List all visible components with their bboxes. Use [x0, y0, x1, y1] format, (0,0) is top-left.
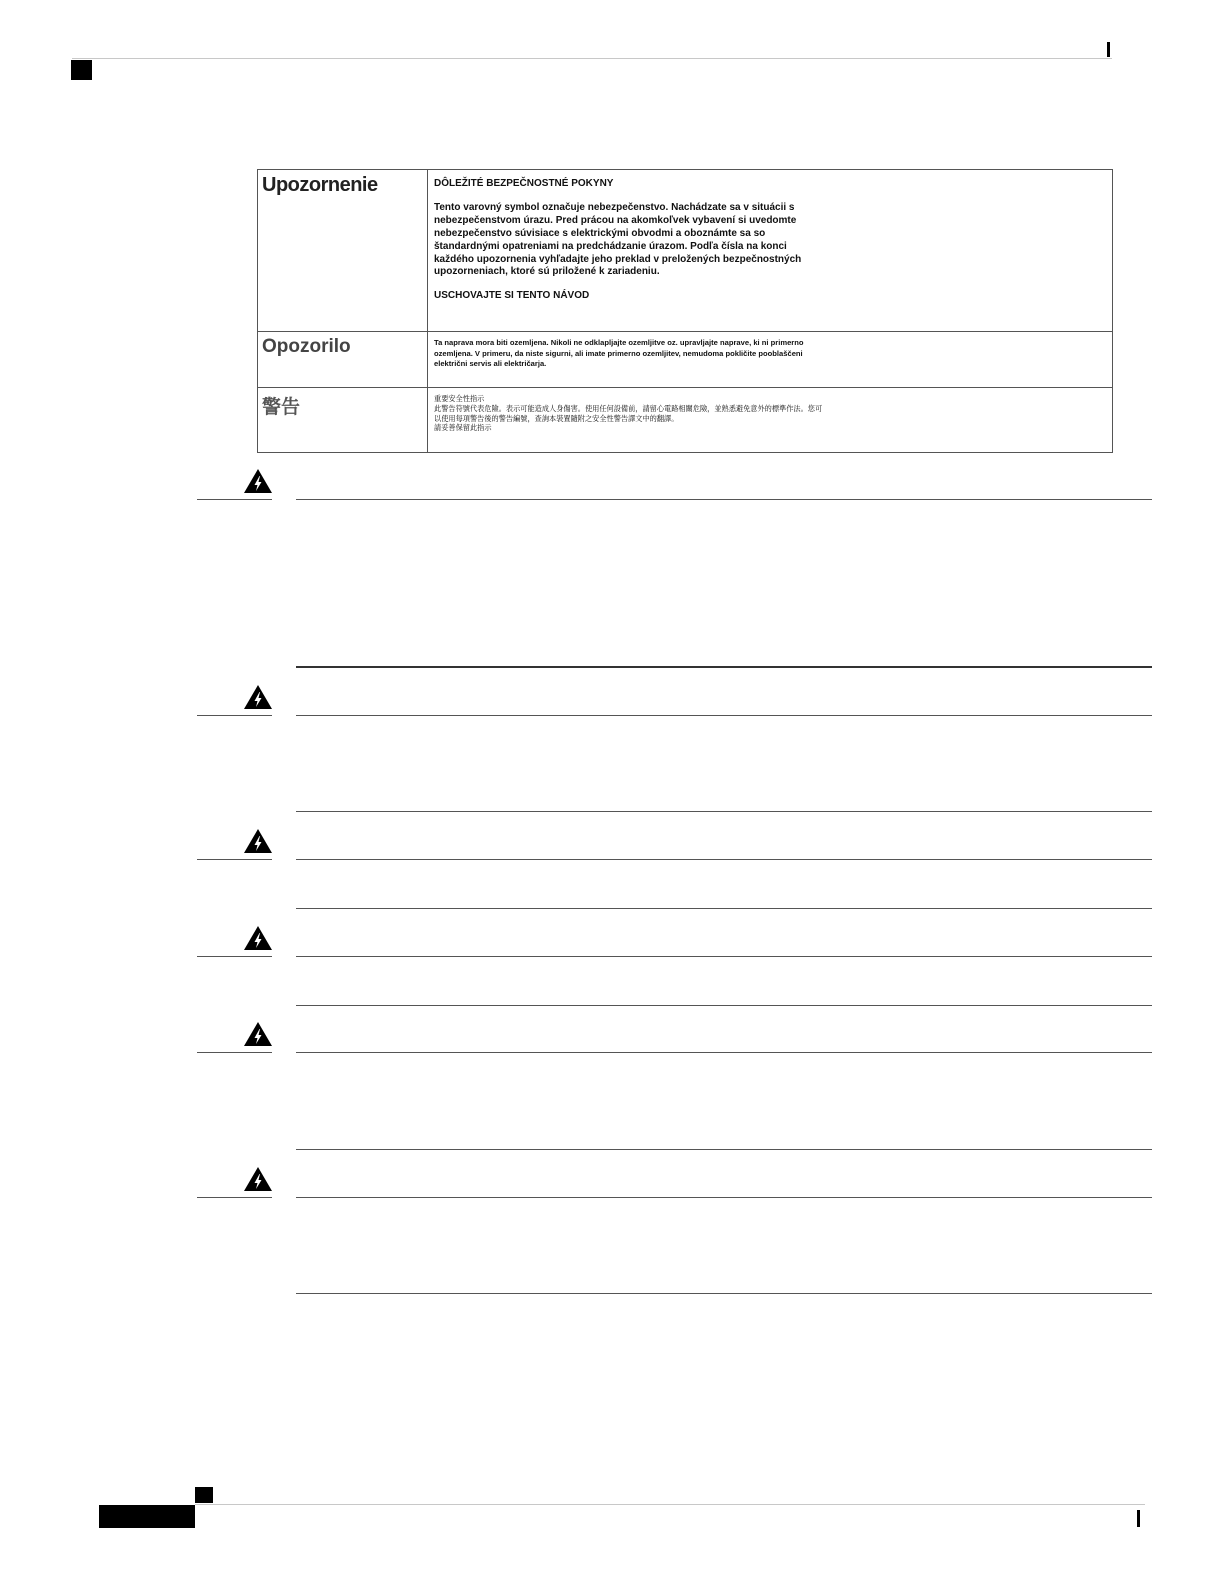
language-label: 警告	[258, 388, 428, 452]
language-label: Opozorilo	[258, 332, 428, 387]
warning-footer: USCHOVAJTE SI TENTO NÁVOD	[434, 290, 590, 302]
warning-electrical-hazard-icon	[243, 1166, 273, 1192]
warning-rule-top	[296, 715, 1152, 716]
header-rule	[72, 58, 1112, 59]
warning-rule-top	[296, 1197, 1152, 1198]
language-label: Upozornenie	[258, 170, 428, 331]
warning-rule-bottom	[296, 811, 1152, 812]
warning-body: Ta naprava mora biti ozemljena. Nikoli ne odklapljajte ozemljitve oz. upravljajte naprave, ki ni primerno ozemljena. V primeru, da niste sigurni, ali imate primerno ozemljitev, nemudoma pokličite pooblaščeni električni servis ali električarja.	[434, 338, 804, 368]
warning-heading: DÔLEŽITÉ BEZPEČNOSTNÉ POKYNY	[434, 178, 614, 189]
table-row	[258, 170, 1112, 332]
footer-marker	[195, 1487, 213, 1503]
warning-rule-bottom	[296, 1293, 1152, 1294]
warning-electrical-hazard-icon	[243, 925, 273, 951]
table-row	[258, 332, 1112, 388]
warning-electrical-hazard-icon	[243, 468, 273, 494]
warning-electrical-hazard-icon	[243, 828, 273, 854]
footer-page-tab	[99, 1505, 195, 1528]
warning-text	[434, 394, 824, 433]
warning-body: Tento varovný symbol označuje nebezpečenstvo. Nachádzate sa v situácii s nebezpečenstvom úrazu. Pred prácou na akomkoľvek vybavení si uvedomte nebezpečenstvo súvisiace s elektrickými obvodmi a oboznámte sa so štandardnými opatreniami na predchádzanie úrazom. Podľa čísla na konci každého upozornenia vyhľadajte jeho preklad v preložených bezpečnostných upozorneniach, ktoré sú priložené k zariadeniu.	[434, 201, 802, 278]
warning-electrical-hazard-icon	[243, 1021, 273, 1047]
warning-rule-top	[296, 499, 1152, 500]
warning-rule-bottom	[296, 1005, 1152, 1006]
warning-text	[434, 338, 824, 370]
table-row	[258, 388, 1112, 452]
footer-rule	[195, 1504, 1145, 1505]
warning-rule-bottom	[296, 666, 1152, 668]
warning-rule-short	[197, 956, 272, 957]
warning-body: 此警告符號代表危險。表示可能造成人身傷害。使用任何設備前，請留心電路相關危險，並熟悉避免意外的標準作法。您可以使用每項警告後的警告編號，查詢本裝置隨附之安全性警告譯文中的翻譯。	[434, 403, 823, 423]
warning-heading: 重要安全性指示	[434, 394, 485, 403]
warning-translation-table	[257, 169, 1113, 453]
warning-rule-top	[296, 859, 1152, 860]
footer-tick	[1137, 1510, 1140, 1527]
warning-rule-bottom	[296, 1149, 1152, 1150]
warning-footer: 請妥善保留此指示	[434, 423, 492, 433]
warning-text	[434, 178, 814, 303]
warning-rule-short	[197, 1052, 272, 1053]
warning-rule-bottom	[296, 908, 1152, 909]
warning-rule-short	[197, 859, 272, 860]
header-tick	[1107, 42, 1110, 57]
warning-rule-top	[296, 956, 1152, 957]
header-marker	[71, 60, 92, 80]
warning-rule-short	[197, 499, 272, 500]
warning-rule-short	[197, 1197, 272, 1198]
warning-rule-short	[197, 715, 272, 716]
warning-electrical-hazard-icon	[243, 684, 273, 710]
warning-rule-top	[296, 1052, 1152, 1053]
